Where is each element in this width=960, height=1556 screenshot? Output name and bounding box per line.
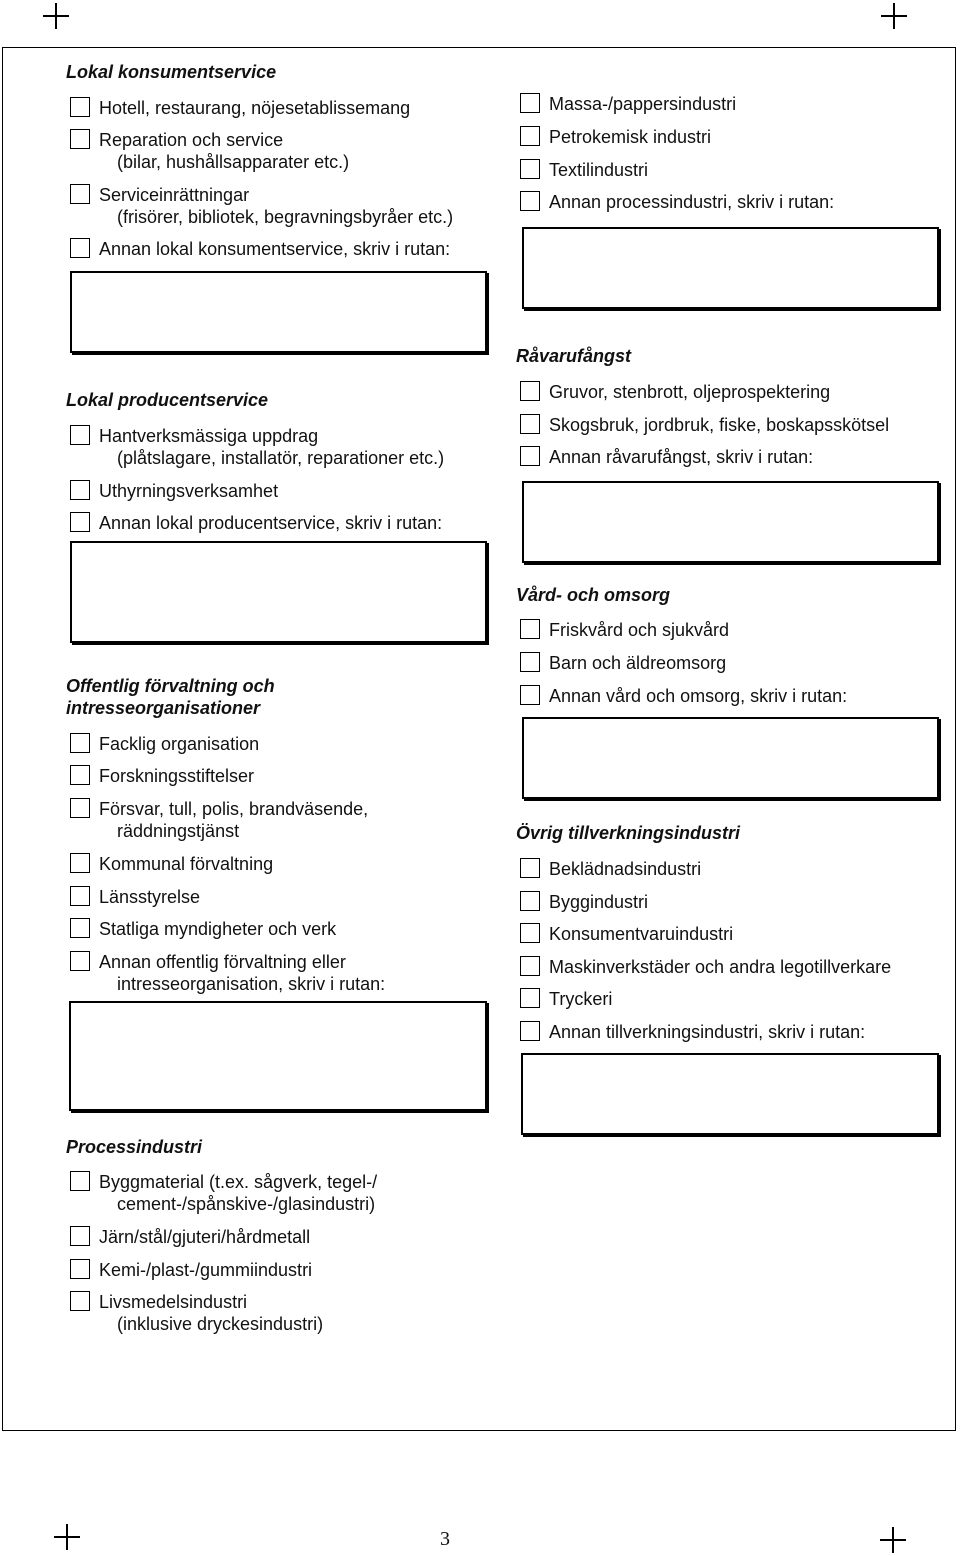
checkbox[interactable]: [520, 619, 540, 639]
checkbox-label: Annan vård och omsorg, skriv i rutan:: [549, 686, 848, 706]
checkbox[interactable]: [70, 1291, 90, 1311]
checkbox[interactable]: [520, 159, 540, 179]
checkbox[interactable]: [520, 923, 540, 943]
checkbox-label: Massa-/pappersindustri: [549, 94, 737, 114]
checkbox-label: Maskinverkstäder och andra legotillverkare: [549, 957, 892, 977]
checkbox[interactable]: [520, 93, 540, 113]
checkbox-sublabel: (bilar, hushållsapparater etc.): [117, 152, 350, 172]
checkbox[interactable]: [70, 97, 90, 117]
section-heading-lokal-konsumentservice: Lokal konsumentservice: [66, 62, 277, 82]
checkbox-label: Gruvor, stenbrott, oljeprospektering: [549, 382, 831, 402]
write-in-box-konsumentservice[interactable]: [70, 271, 487, 353]
checkbox[interactable]: [70, 886, 90, 906]
checkbox-label: Annan offentlig förvaltning eller: [99, 952, 346, 972]
crop-mark-top-left: [43, 3, 69, 29]
write-in-box-ovrig[interactable]: [521, 1053, 939, 1135]
write-in-box-processindustri[interactable]: [522, 227, 939, 309]
checkbox-label: Järn/stål/gjuteri/hårdmetall: [99, 1227, 311, 1247]
checkbox[interactable]: [520, 1021, 540, 1041]
checkbox-label: Kemi-/plast-/gummiindustri: [99, 1260, 313, 1280]
checkbox-sublabel: (frisörer, bibliotek, begravningsbyråer etc.): [117, 207, 454, 227]
checkbox[interactable]: [520, 446, 540, 466]
checkbox-label: Facklig organisation: [99, 734, 260, 754]
checkbox-label: Petrokemisk industri: [549, 127, 712, 147]
checkbox-label: Konsumentvaruindustri: [549, 924, 734, 944]
checkbox-label: Textilindustri: [549, 160, 649, 180]
checkbox-label: Hantverksmässiga uppdrag: [99, 426, 319, 446]
checkbox-label: Beklädnadsindustri: [549, 859, 702, 879]
section-heading-ravarufangst: Råvarufångst: [516, 346, 632, 366]
checkbox-sublabel: intresseorganisation, skriv i rutan:: [117, 974, 386, 994]
checkbox[interactable]: [520, 191, 540, 211]
checkbox-label: Kommunal förvaltning: [99, 854, 274, 874]
checkbox-label: Uthyrningsverksamhet: [99, 481, 279, 501]
checkbox-sublabel: räddningstjänst: [117, 821, 240, 841]
checkbox-label: Serviceinrättningar: [99, 185, 250, 205]
checkbox-label: Barn och äldreomsorg: [549, 653, 727, 673]
crop-mark-top-right: [881, 3, 907, 29]
checkbox[interactable]: [70, 951, 90, 971]
checkbox[interactable]: [520, 381, 540, 401]
checkbox[interactable]: [520, 988, 540, 1008]
checkbox-label: Friskvård och sjukvård: [549, 620, 730, 640]
checkbox[interactable]: [70, 425, 90, 445]
checkbox-label: Annan råvarufångst, skriv i rutan:: [549, 447, 814, 467]
crop-mark-bottom-right: [880, 1527, 906, 1553]
checkbox-sublabel: (inklusive dryckesindustri): [117, 1314, 324, 1334]
checkbox-label: Forskningsstiftelser: [99, 766, 255, 786]
checkbox[interactable]: [70, 918, 90, 938]
write-in-box-vard[interactable]: [522, 717, 939, 799]
checkbox-label: Annan lokal konsumentservice, skriv i rutan:: [99, 239, 451, 259]
section-heading-ovrig: Övrig tillverkningsindustri: [516, 823, 741, 843]
checkbox[interactable]: [70, 238, 90, 258]
checkbox-label: Annan lokal producentservice, skriv i rutan:: [99, 513, 443, 533]
checkbox[interactable]: [70, 1226, 90, 1246]
checkbox[interactable]: [70, 129, 90, 149]
checkbox-label: Försvar, tull, polis, brandväsende,: [99, 799, 369, 819]
checkbox[interactable]: [70, 733, 90, 753]
checkbox-label: Tryckeri: [549, 989, 613, 1009]
checkbox-label: Statliga myndigheter och verk: [99, 919, 337, 939]
checkbox[interactable]: [70, 798, 90, 818]
checkbox-sublabel: (plåtslagare, installatör, reparationer etc.): [117, 448, 445, 468]
write-in-box-offentlig[interactable]: [69, 1001, 487, 1111]
checkbox-label: Livsmedelsindustri: [99, 1292, 248, 1312]
checkbox-label: Hotell, restaurang, nöjesetablissemang: [99, 98, 411, 118]
checkbox-label: Reparation och service: [99, 130, 284, 150]
checkbox[interactable]: [70, 480, 90, 500]
write-in-box-producentservice[interactable]: [70, 541, 487, 643]
checkbox-label: Annan processindustri, skriv i rutan:: [549, 192, 835, 212]
checkbox[interactable]: [520, 858, 540, 878]
checkbox[interactable]: [520, 414, 540, 434]
write-in-box-ravarufangst[interactable]: [522, 481, 939, 563]
checkbox[interactable]: [70, 1171, 90, 1191]
page-number: 3: [440, 1528, 450, 1550]
checkbox-label: Skogsbruk, jordbruk, fiske, boskapsskötsel: [549, 415, 890, 435]
checkbox[interactable]: [70, 853, 90, 873]
checkbox[interactable]: [70, 1259, 90, 1279]
checkbox[interactable]: [70, 512, 90, 532]
checkbox[interactable]: [520, 956, 540, 976]
crop-mark-bottom-left: [54, 1524, 80, 1550]
checkbox[interactable]: [70, 184, 90, 204]
checkbox-sublabel: cement-/spånskive-/glasindustri): [117, 1194, 376, 1214]
section-heading-offentlig-line1: Offentlig förvaltning och: [66, 676, 275, 696]
checkbox[interactable]: [520, 891, 540, 911]
checkbox[interactable]: [70, 765, 90, 785]
checkbox-label: Byggindustri: [549, 892, 649, 912]
section-heading-offentlig-line2: intresseorganisationer: [66, 698, 261, 718]
section-heading-lokal-producentservice: Lokal producentservice: [66, 390, 269, 410]
checkbox[interactable]: [520, 126, 540, 146]
checkbox[interactable]: [520, 685, 540, 705]
checkbox-label: Annan tillverkningsindustri, skriv i rutan:: [549, 1022, 866, 1042]
section-heading-processindustri: Processindustri: [66, 1137, 203, 1157]
section-heading-vard: Vård- och omsorg: [516, 585, 671, 605]
checkbox[interactable]: [520, 652, 540, 672]
checkbox-label: Länsstyrelse: [99, 887, 201, 907]
checkbox-label: Byggmaterial (t.ex. sågverk, tegel-/: [99, 1172, 378, 1192]
